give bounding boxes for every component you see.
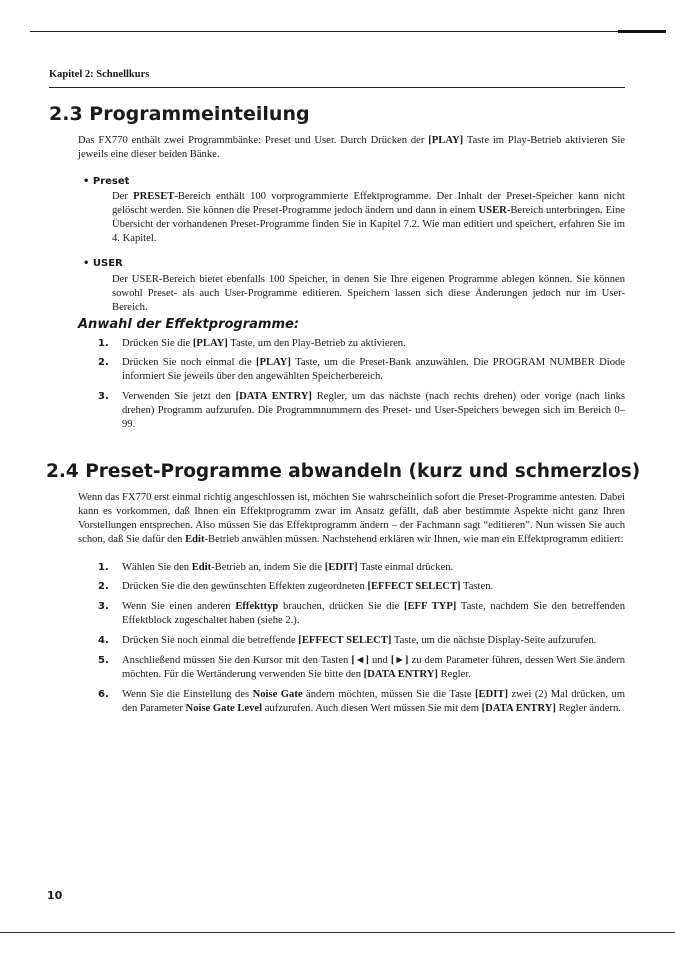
list-item: 2. Drücken Sie noch einmal die [PLAY] Taste, um die Preset-Bank anzuwählen. Die PROGRAM NUMBER Diode informiert Sie jeweils über den angewählten Speicherbereich.: [98, 357, 625, 382]
list-item: 2. Drücken Sie die den gewünschten Effekten zugeordneten [EFFECT SELECT] Tasten.: [98, 581, 494, 592]
page-number: 10: [47, 889, 63, 902]
section-title-2-4: 2.4 Preset-Programme abwandeln (kurz und schmerzlos): [46, 461, 641, 482]
subheading-program-selection: Anwahl der Effektprogramme:: [78, 317, 300, 332]
preset-description: Der PRESET-Bereich enthält 100 vorprogrammierte Effektprogramme. Der Inhalt der Preset-Speicher kann nicht gelöscht werden. Sie können die Preset-Programme jedoch ändern und dann in einem USER-Bereich unterbringen. Eine Übersicht der vorhandenen Preset-Programme finden Sie in Kapitel 7.2. Wie man editiert und speichert, erfahren Sie im 4. Kapitel.: [112, 191, 625, 244]
bottom-rule: [0, 932, 675, 933]
top-rule: [30, 31, 666, 32]
preset-bullet-title: • Preset: [83, 176, 130, 187]
list-item: 1. Drücken Sie die [PLAY] Taste, um den Play-Betrieb zu aktivieren.: [98, 338, 406, 349]
section-title-2-3: 2.3 Programmeinteilung: [49, 103, 310, 125]
list-item: 6. Wenn Sie die Einstellung des Noise Gate ändern möchten, müssen Sie die Taste [EDIT] zwei (2) Mal drücken, um den Parameter Noise Gate Level aufzurufen. Auch diesen Wert müssen Sie mit dem [DATA ENTRY] Regler ändern.: [98, 689, 626, 714]
user-description: Der USER-Bereich bietet ebenfalls 100 Speicher, in denen Sie Ihre eigenen Programme ablegen können. Sie können sowohl Preset- als auch User-Programme editieren. Speichern lassen sich diese Änderungen jedoch nur im User-Bereich.: [112, 274, 625, 313]
list-item: 3. Verwenden Sie jetzt den [DATA ENTRY] Regler, um das nächste (nach rechts drehen) oder vorige (nach links drehen) Programm aufzurufen. Die Programmnummern des Preset- und User-Speichers bewegen sich im Bereich 0–99.: [98, 391, 625, 430]
list-item: 4. Drücken Sie noch einmal die betreffende [EFFECT SELECT] Taste, um die nächste Display-Seite aufzurufen.: [98, 635, 597, 646]
section-2-3-intro: Das FX770 enthält zwei Programmbänke: Preset und User. Durch Drücken der [PLAY] Taste im Play-Betrieb aktivieren Sie jeweils eine dieser beiden Bänke.: [78, 135, 625, 160]
list-item: 1. Wählen Sie den Edit-Betrieb an, indem Sie die [EDIT] Taste einmal drücken.: [98, 562, 454, 573]
chapter-header: Kapitel 2: Schnellkurs: [49, 69, 150, 80]
header-rule: [49, 87, 625, 88]
top-rule-accent: [618, 30, 666, 33]
section-2-4-intro: Wenn das FX770 erst einmal richtig angeschlossen ist, möchten Sie wahrscheinlich sofort die Preset-Programme antesten. Dabei kann es vorkommen, daß Ihnen ein Effektprogramm zwar im Ansatz gefällt, daß aber bestimmte Aspekte nicht ganz Ihren Vorstellungen entsprechen. Also müssen Sie das Effektprogramm ändern – der Fachmann sagt “editieren”. Nun wissen Sie auch schon, daß Sie dafür den Edit-Betrieb anwählen müssen. Nachstehend erklären wir Ihnen, wie man ein Effektprogramm editiert:: [78, 492, 625, 545]
list-item: 3. Wenn Sie einen anderen Effekttyp brauchen, drücken Sie die [EFF TYP] Taste, nachdem Sie den betreffenden Effektblock zugeschaltet haben (siehe 2.).: [98, 601, 625, 626]
user-bullet-title: • USER: [83, 258, 123, 269]
list-item: 5. Anschließend müssen Sie den Kursor mit den Tasten [◄] und [►] zu dem Parameter führen, dessen Wert Sie ändern möchten. Für die Wertänderung verwenden Sie bitte den [DATA ENTRY] Regler.: [98, 655, 626, 680]
